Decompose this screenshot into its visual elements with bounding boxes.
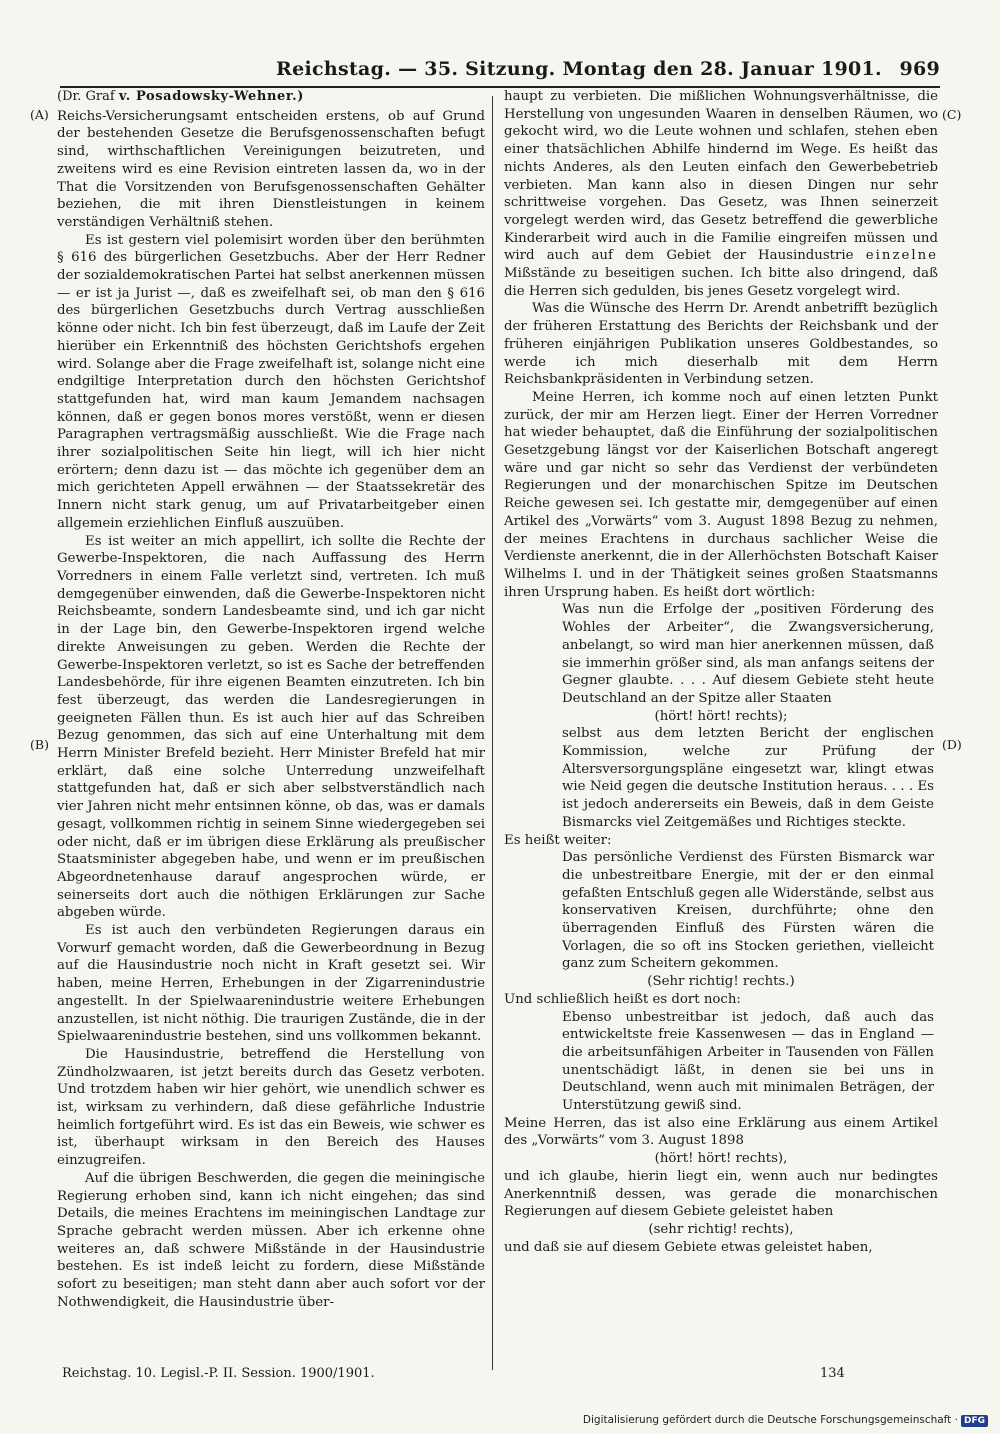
quotation: Ebenso unbestreitbar ist jedoch, daß auch das entwickeltste freie Kassenwesen — das in England — die arbeitsunfähigen Arbeiter in Tausenden von Fällen unentschädigt läßt, in denen sie bei uns in Deutschland, wenn auch mit minimalen Beträgen, der Unterstützung gewiß sind. [562,1009,934,1114]
margin-marker-c: (C) [942,107,962,122]
paragraph: und ich glaube, hierin liegt ein, wenn auch nur bedingtes Anerkenntniß dessen, was gerade die monarchischen Regierungen auf diesem Gebiete geleistet haben [504,1168,938,1220]
paragraph: Es ist gestern viel polemisirt worden über den berühmten § 616 des bürgerlichen Gesetzbuchs. Aber der Herr Redner der sozialdemokratischen Partei hat selbst anerkennen müssen — er ist ja Jurist —, daß es zweifelhaft sei, ob man den § 616 des bürgerlichen Gesetzbuchs durch Vertrag ausschließen könne oder nicht. Ich bin fest überzeugt, daß im Laufe der Zeit hierüber ein Erkenntniß des höchsten Gerichtshofs ergehen wird. Solange aber die Frage zweifelhaft ist, solange nicht eine endgiltige Interpretation durch den höchsten Gerichtshof stattgefunden hat, wird man kaum Jemandem nachsagen können, daß er gegen bonos mores verstößt, wenn er diesen Paragraphen vertragsmäßig ausschließt. Wie die Frage nach ihrer sozialpolitischen Seite hin liegt, will ich hier nicht erörtern; denn dazu ist — das möchte ich gegenüber dem an mich gerichteten Appell erwähnen — der Staatssekretär des Innern nicht stark genug, um auf Privatarbeitgeber einen allgemein erziehlichen Einfluß auszuüben. [57,232,485,531]
interjection: (Sehr richtig! rechts.) [647,974,795,990]
quotation: selbst aus dem letzten Bericht der englischen Kommission, welche zur Prüfung der Altersversorgungspläne eingesetzt war, klingt etwas wie Neid gegen die deutsche Institution heraus. . . . Es ist jedoch andererseits ein Beweis, daß in dem Geiste Bismarcks viel Zeitgemäßes und Richtiges steckte. [562,726,934,830]
spaced-word: einzelne [865,248,939,264]
paragraph: Es heißt weiter: [504,832,612,848]
header-title: Reichstag. — 35. Sitzung. Montag den 28. Januar 1901. [276,58,882,80]
speaker-prefix: (Dr. Graf [57,89,115,104]
footer-signature-number: 134 [820,1366,845,1381]
paragraph-text: Mißstände zu beseitigen suchen. Ich bitte also dringend, daß die Herren sich gedulden, bis jenes Gesetz vorgelegt wird. [504,266,938,299]
dfg-notice-text: Digitalisierung gefördert durch die Deutsche Forschungsgemeinschaft · [582,1414,958,1426]
column-divider [492,96,493,1370]
footer-session-info: Reichstag. 10. Legisl.-P. II. Session. 1900/1901. [62,1366,375,1381]
paragraph: Was die Wünsche des Herrn Dr. Arendt anbetrifft bezüglich der früheren Erstattung des Berichts der Reichsbank und der früheren einjährigen Publikation unseres Goldbestandes, so werde ich mich dieserhalb mit dem Herrn Reichsbankpräsidenten in Verbindung setzen. [504,301,938,388]
dfg-notice [583,1414,988,1427]
interjection: (hört! hört! rechts); [654,708,788,724]
margin-marker-a: (A) [30,107,49,122]
paragraph: Reichs-Versicherungsamt entscheiden erstens, ob auf Grund der bestehenden Gesetze die Berufsgenossenschaften befugt sind, wirthschaftlichen Vereinigungen beizutreten, und zweitens wird es eine Revision eintreten lassen da, wo in der That die Vorsitzenden von Berufsgenossenschaften Gehälter beziehen, die mit ihren Dienstleistungen in keinem verständigen Verhältniß stehen. [57,108,485,230]
quotation: Was nun die Erfolge der „positiven Förderung des Wohles der Arbeiter“, die Zwangsversicherung, anbelangt, so wird man hier anerkennen müssen, daß sie immerhin größer sind, als man anfangs seitens der Gegner glaubte. . . . Auf diesem Gebiete steht heute Deutschland an der Spitze aller Staaten [562,602,934,706]
running-header [60,58,940,84]
paragraph: Auf die übrigen Beschwerden, die gegen die meiningische Regierung erhoben sind, kann ich nicht eingehen; das sind Details, die meines Erachtens im meiningischen Landtage zur Sprache gebracht werden müssen. Aber ich erkenne ohne weiteres an, daß schwere Mißstände in der Hausindustrie bestehen. Es ist indeß leicht zu fordern, diese Mißstände sofort zu beseitigen; man steht dann aber auch sofort vor der Nothwendigkeit, die Hausindustrie über- [57,1170,485,1310]
paragraph: Es ist auch den verbündeten Regierungen daraus ein Vorwurf gemacht worden, daß die Gewerbeordnung in Bezug auf die Hausindustrie noch nicht in Kraft gesetzt sei. Wir haben, meine Herren, Erhebungen in der Zigarrenindustrie angestellt. In der Spielwaarenindustrie weitere Erhebungen anzustellen, ist nicht nöthig. Die traurigen Zustände, die in der Spielwaarenindustrie bestehen, sind uns vollkommen bekannt. [57,923,485,1045]
speaker-line [57,88,485,106]
interjection: (sehr richtig! rechts), [648,1222,794,1237]
paragraph [504,88,938,300]
right-column [504,88,938,1256]
paragraph: Und schließlich heißt es dort noch: [504,991,741,1007]
paragraph: Meine Herren, ich komme noch auf einen letzten Punkt zurück, der mir am Herzen liegt. Einer der Herren Vorredner hat wieder behauptet, daß die Einführung der sozialpolitischen Gesetzgebung längst vor der Kaiserlichen Botschaft angeregt wäre und gar nicht so sehr das Verdienst der verbündeten Regierungen und der monarchischen Spitze im Deutschen Reiche gewesen sei. Ich gestatte mir, demgegenüber auf einen Artikel des „Vorwärts“ vom 3. August 1898 Bezug zu nehmen, der meines Erachtens in durchaus sachlicher Weise die Verdienste anerkennt, die in der Allerhöchsten Botschaft Kaiser Wilhelms I. und in der Thätigkeit seines großen Staatsmanns ihren Ursprung haben. Es heißt dort wörtlich: [504,389,938,600]
margin-marker-b: (B) [30,737,49,752]
page-number: 969 [899,58,940,80]
dfg-logo-icon: DFG [961,1415,988,1427]
paragraph: Es ist weiter an mich appellirt, ich sollte die Rechte der Gewerbe-Inspektoren, die nach Auffassung des Herrn Vorredners in einem Falle verletzt sind, vertreten. Ich muß demgegenüber einwenden, daß die Gewerbe-Inspektoren nicht Reichsbeamte, sondern Landesbeamte sind, und ich gar nicht in der Lage bin, den Gewerbe-Inspektoren irgend welche direkte Anweisungen zu geben. Werden die Rechte der Gewerbe-Inspektoren verletzt, so ist es Sache der betreffenden Landesbehörde, für ihre eigenen Beamten einzutreten. Ich bin fest überzeugt, das werden die Landesregierungen in geeigneten Fällen thun. Es ist auch hier auf das Schreiben Bezug genommen, das sich auf eine Unterhaltung mit dem Herrn Minister Brefeld bezieht. Herr Minister Brefeld hat mir erklärt, daß eine solche Unterredung unzweifelhaft stattgefunden hat, daß er sich aber selbstverständlich nach vier Jahren nicht mehr entsinnen könne, ob das, was er damals gesagt, vollkommen richtig in seinem Sinne wiedergegeben sei oder nicht, daß er im übrigen diese Erklärung als preußischer Staatsminister abgegeben habe, und wenn er im preußischen Abgeordnetenhause darauf angesprochen würde, er seinerseits dort auch die nöthigen Erklärungen zur Sache abgeben würde. [57,533,485,921]
paragraph: Die Hausindustrie, betreffend die Herstellung von Zündholzwaaren, ist jetzt bereits durch das Gesetz verboten. Und trotzdem haben wir hier gehört, wie unendlich schwer es ist, wirksam zu verhindern, daß diese gefährliche Industrie heimlich fortgeführt wird. Es ist das ein Beweis, wie schwer es ist, überhaupt wirksam in den Bereich des Hauses einzugreifen. [57,1046,485,1169]
paragraph-text: haupt zu verbieten. Die mißlichen Wohnungsverhältnisse, die Herstellung von ungesunden Waaren in denselben Räumen, wo gekocht wird, wo die Leute wohnen und schlafen, stehen eben einer thatsächlichen Abhilfe hindernd im Wege. Es heißt das nichts Anderes, als den Leuten einfach den Gewerbebetrieb verbieten. Man kann also in diesen Dingen nur sehr schrittweise vorgehen. Das Gesetz, was Ihnen seinerzeit vorgelegt werden wird, das Gesetz betreffend die gewerbliche Kinderarbeit wird auch in die Familie eingreifen müssen und wird auch auf dem Gebiet der Hausindustrie [504,89,938,264]
speaker-name: v. Posadowsky-Wehner.) [118,89,305,104]
left-column [57,88,485,1312]
interjection: (hört! hört! rechts), [654,1151,788,1167]
paragraph: Meine Herren, das ist also eine Erklärung aus einem Artikel des „Vorwärts“ vom 3. August 1898 [504,1115,938,1149]
margin-marker-d: (D) [942,737,962,752]
quotation: Das persönliche Verdienst des Fürsten Bismarck war die unbestreitbare Energie, mit der er den einmal gefaßten Entschluß gegen alle Widerstände, selbst aus konservativen Kreisen, durchführte; ohne den überragenden Einfluß des Fürsten wären die Vorlagen, die so oft ins Stocken geriethen, vielleicht ganz zum Scheitern gekommen. [562,850,934,972]
paragraph: und daß sie auf diesem Gebiete etwas geleistet haben, [504,1239,873,1255]
